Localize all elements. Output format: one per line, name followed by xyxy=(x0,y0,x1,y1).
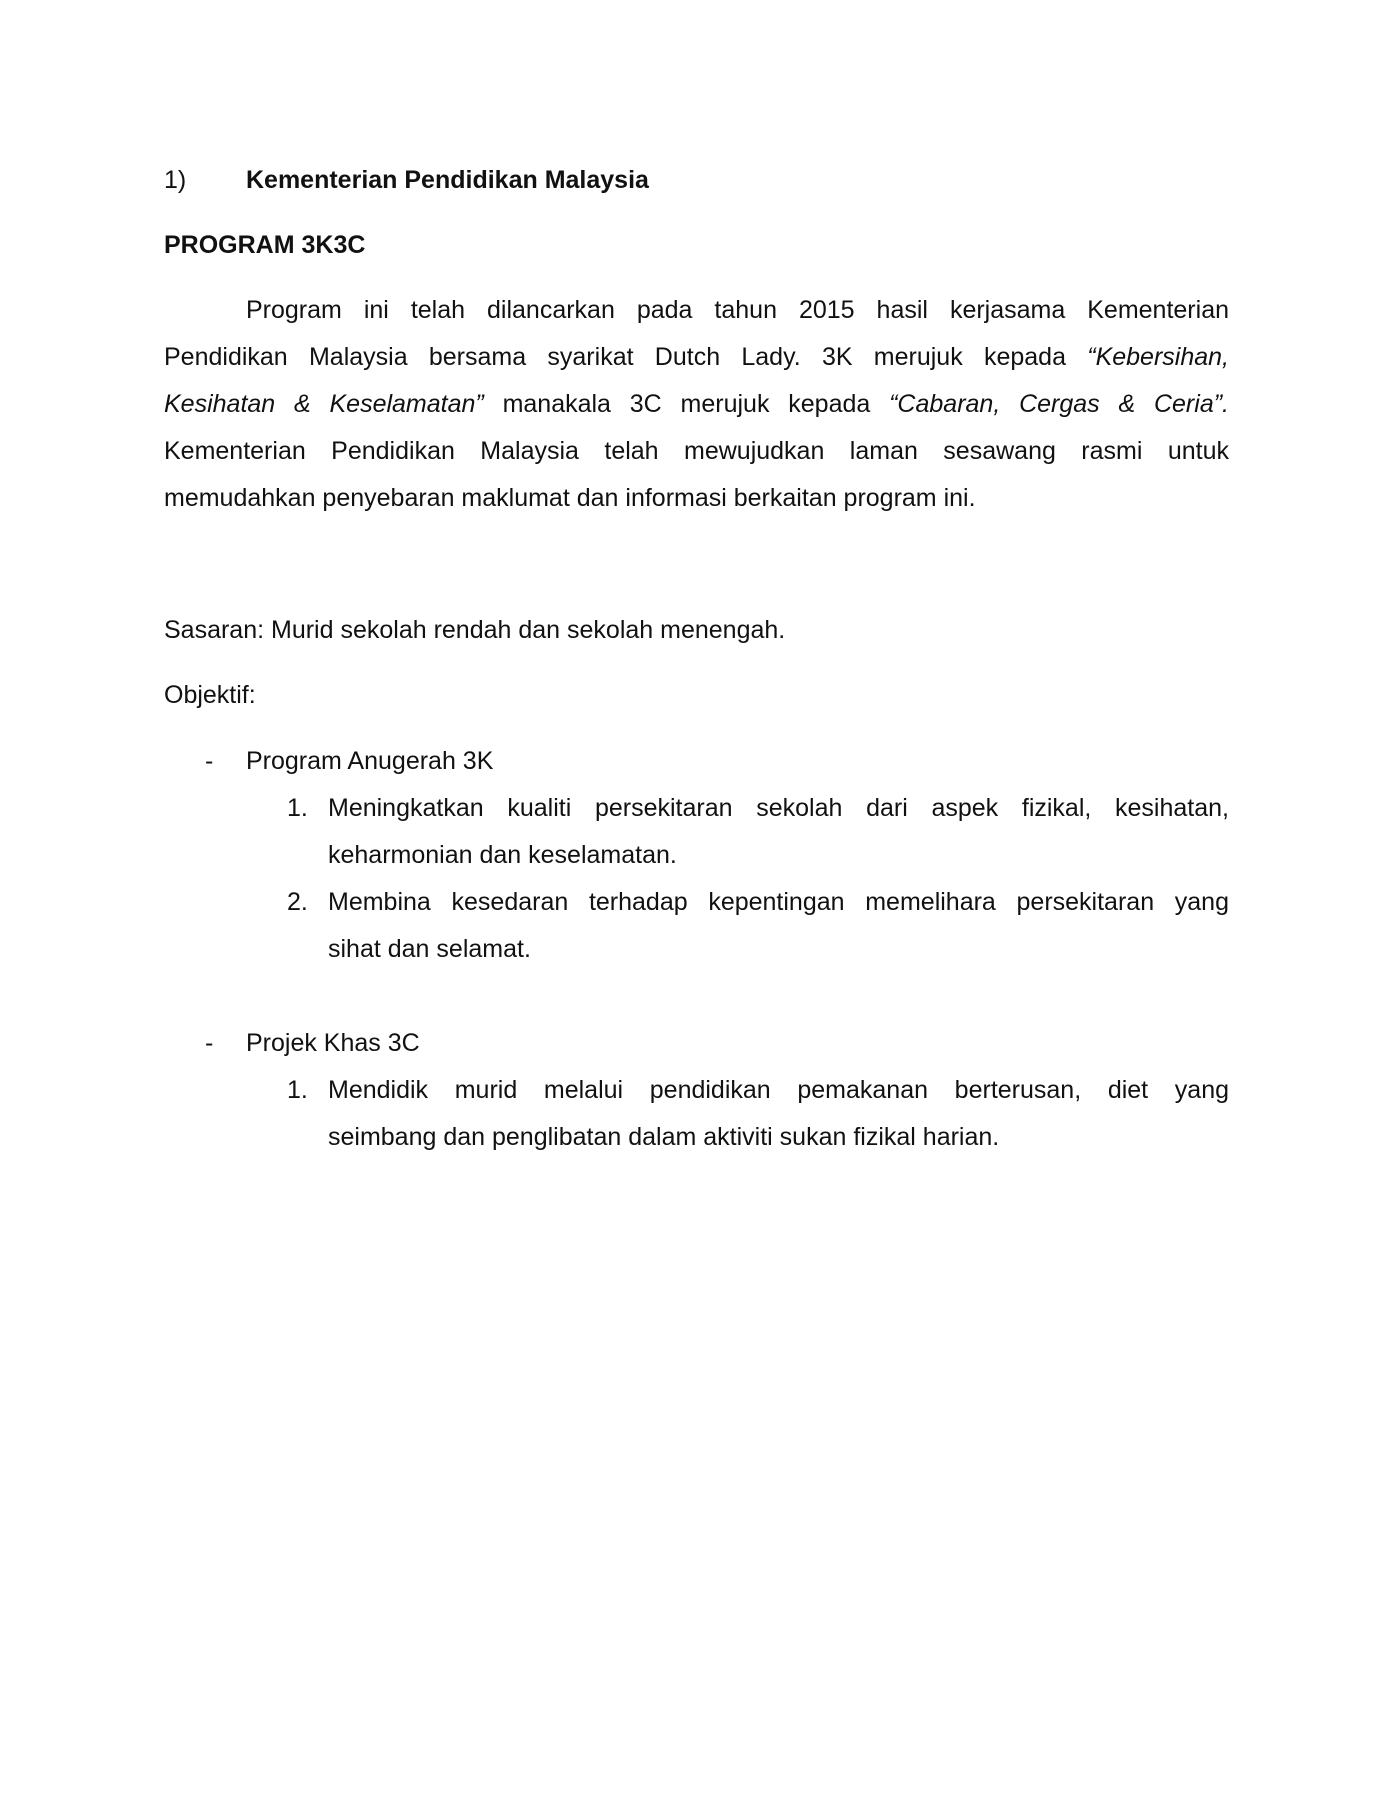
item-line: Mendidik murid melalui pendidikan pemakanan berterusan, diet yang xyxy=(328,1076,1229,1104)
item-line: seimbang dan penglibatan dalam aktiviti sukan fizikal harian. xyxy=(328,1123,1000,1151)
group-title: Program Anugerah 3K xyxy=(246,747,494,775)
paragraph-italic: Kesihatan & Keselamatan” xyxy=(164,390,484,418)
dash-bullet: - xyxy=(205,1029,214,1057)
paragraph-line: Kementerian Pendidikan Malaysia telah mewujudkan laman sesawang rasmi untuk xyxy=(164,437,1229,465)
paragraph-text: manakala 3C merujuk kepada xyxy=(502,390,890,418)
section-title: Kementerian Pendidikan Malaysia xyxy=(246,166,649,194)
item-number: 1. xyxy=(287,794,308,822)
item-line: Membina kesedaran terhadap kepentingan memelihara persekitaran yang xyxy=(328,888,1229,916)
program-title: PROGRAM 3K3C xyxy=(164,231,366,259)
item-line: sihat dan selamat. xyxy=(328,935,531,963)
dash-bullet: - xyxy=(205,747,214,775)
paragraph-line: Program ini telah dilancarkan pada tahun 2015 hasil kerjasama Kementerian xyxy=(246,296,1229,324)
paragraph-text: Pendidikan Malaysia bersama syarikat Dutch Lady. 3K merujuk kepada xyxy=(164,343,1088,371)
paragraph-italic: “Cabaran, Cergas & Ceria”. xyxy=(889,390,1229,418)
paragraph-line: memudahkan penyebaran maklumat dan informasi berkaitan program ini. xyxy=(164,484,976,512)
item-number: 1. xyxy=(287,1076,308,1104)
paragraph-line xyxy=(164,342,1229,372)
item-number: 2. xyxy=(287,888,308,916)
paragraph-line xyxy=(164,389,1229,419)
item-line: keharmonian dan keselamatan. xyxy=(328,841,677,869)
group-title: Projek Khas 3C xyxy=(246,1029,420,1057)
sasaran-text: Sasaran: Murid sekolah rendah dan sekolah menengah. xyxy=(164,616,786,644)
objektif-label: Objektif: xyxy=(164,681,256,709)
section-number: 1) xyxy=(164,166,187,194)
paragraph-italic: “Kebersihan, xyxy=(1087,343,1229,371)
item-line: Meningkatkan kualiti persekitaran sekolah dari aspek fizikal, kesihatan, xyxy=(328,794,1229,822)
